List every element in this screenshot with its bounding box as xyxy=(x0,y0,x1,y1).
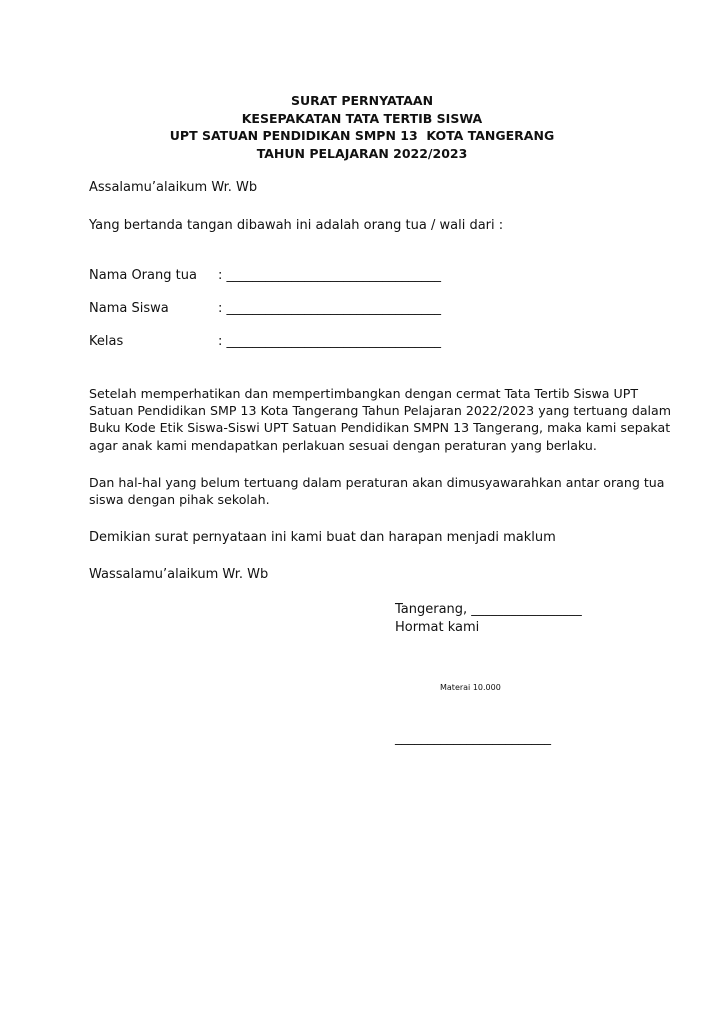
class-field: : _________________________________ xyxy=(218,334,442,349)
agreement-line: agar anak kami mendapatkan perlakuan sesuai dengan peraturan yang berlaku. xyxy=(89,437,597,453)
heading-title: SURAT PERNYATAAN xyxy=(290,93,434,108)
student-name-field: : _________________________________ xyxy=(218,301,442,316)
regards-text: Hormat kami xyxy=(395,620,480,635)
farewell-text: Wassalamu’alaikum Wr. Wb xyxy=(89,567,269,582)
greeting-text: Assalamu’alaikum Wr. Wb xyxy=(89,180,258,195)
agreement-line: Buku Kode Etik Siswa-Siswi UPT Satuan Pendidikan SMPN 13 Tangerang, maka kami sepakat xyxy=(89,420,671,436)
intro-text: Yang bertanda tangan dibawah ini adalah orang tua / wali dari : xyxy=(89,218,504,233)
agreement-line: Satuan Pendidikan SMP 13 Kota Tangerang Tahun Pelajaran 2022/2023 yang tertuang dalam xyxy=(89,403,672,419)
heading-subtitle: KESEPAKATAN TATA TERTIB SISWA xyxy=(241,110,483,126)
signature-line: ________________________ xyxy=(395,731,551,746)
parent-name-field: : _________________________________ xyxy=(218,268,442,283)
student-name-label: Nama Siswa xyxy=(89,301,169,316)
place-date-field: Tangerang, _________________ xyxy=(395,602,582,617)
heading-school-year: TAHUN PELAJARAN 2022/2023 xyxy=(256,145,468,161)
deliberation-paragraph xyxy=(89,474,665,508)
deliberation-line: siswa dengan pihak sekolah. xyxy=(89,492,270,508)
stamp-note: Materai 10.000 xyxy=(440,683,501,692)
agreement-line: Setelah memperhatikan dan mempertimbangkan dengan cermat Tata Tertib Siswa UPT xyxy=(89,386,639,401)
class-label: Kelas xyxy=(89,334,124,349)
parent-name-label: Nama Orang tua xyxy=(89,268,197,283)
deliberation-line: Dan hal-hal yang belum tertuang dalam peraturan akan dimusyawarahkan antar orang tua xyxy=(89,475,665,490)
agreement-paragraph xyxy=(89,385,672,454)
closing-statement: Demikian surat pernyataan ini kami buat dan harapan menjadi maklum xyxy=(89,530,556,545)
letter-heading xyxy=(0,92,724,162)
heading-school: UPT SATUAN PENDIDIKAN SMPN 13 KOTA TANGERANG xyxy=(169,128,555,143)
